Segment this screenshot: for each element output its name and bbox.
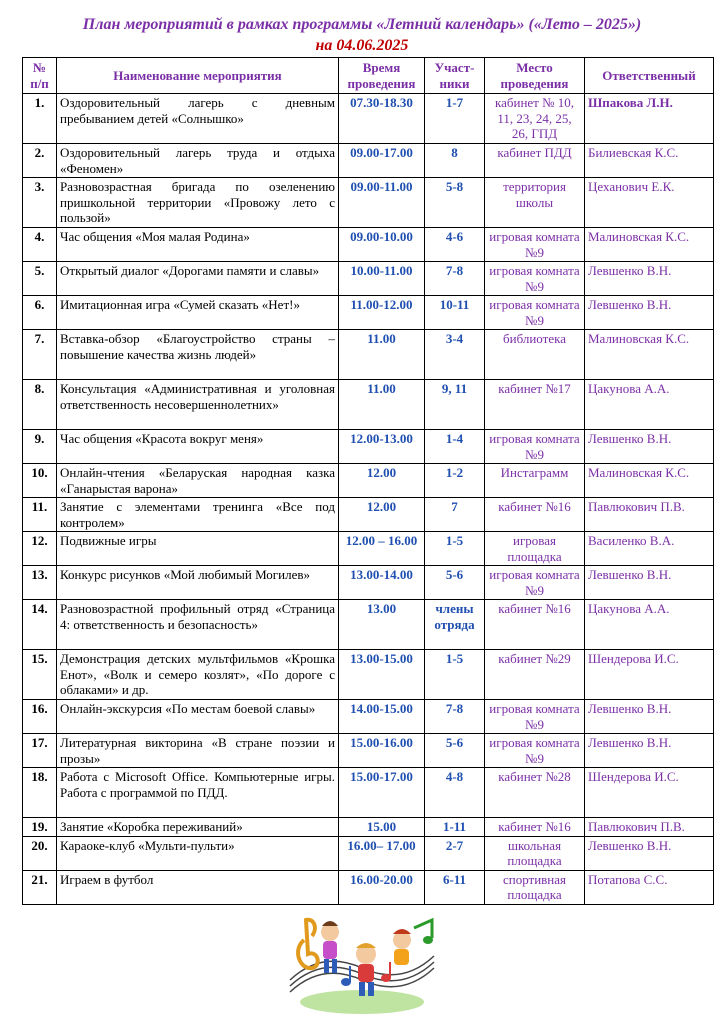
event-place: игровая комната №9 — [485, 228, 585, 262]
event-time: 13.00-15.00 — [339, 650, 425, 700]
event-name: Разновозрастной профильный отряд «Страница 4: ответственность и безопасность» — [57, 600, 339, 650]
table-row — [23, 650, 714, 700]
row-number: 14. — [23, 600, 57, 650]
row-number: 17. — [23, 734, 57, 768]
event-place: кабинет № 10, 11, 23, 24, 25, 26, ГПД — [485, 94, 585, 144]
event-responsible: Шендерова И.С. — [585, 650, 714, 700]
table-row — [23, 818, 714, 837]
event-name: Час общения «Красота вокруг меня» — [57, 430, 339, 464]
row-number: 7. — [23, 330, 57, 380]
column-header-name: Наименование мероприятия — [57, 58, 339, 94]
event-participants: 7-8 — [425, 700, 485, 734]
row-number: 3. — [23, 178, 57, 228]
event-participants: 1-2 — [425, 464, 485, 498]
event-name: Час общения «Моя малая Родина» — [57, 228, 339, 262]
event-place: игровая комната №9 — [485, 700, 585, 734]
table-row — [23, 870, 714, 904]
event-name: Занятие с элементами тренинга «Все под контролем» — [57, 498, 339, 532]
event-participants: члены отряда — [425, 600, 485, 650]
event-place: территория школы — [485, 178, 585, 228]
event-place: библиотека — [485, 330, 585, 380]
event-responsible: Левшенко В.Н. — [585, 262, 714, 296]
row-number: 10. — [23, 464, 57, 498]
event-participants: 8 — [425, 144, 485, 178]
event-name: Вставка-обзор «Благоустройство страны – повышение качества жизнь людей» — [57, 330, 339, 380]
event-responsible: Шендерова И.С. — [585, 768, 714, 818]
column-header-responsible: Ответственный — [585, 58, 714, 94]
event-place: кабинет №29 — [485, 650, 585, 700]
music-kids-icon — [282, 910, 442, 1018]
table-row — [23, 430, 714, 464]
event-time: 12.00-13.00 — [339, 430, 425, 464]
event-name: Онлайн-экскурсия «По местам боевой славы» — [57, 700, 339, 734]
table-row — [23, 94, 714, 144]
table-row — [23, 600, 714, 650]
event-time: 12.00 — [339, 498, 425, 532]
event-place: кабинет №17 — [485, 380, 585, 430]
event-place: школьная площадка — [485, 836, 585, 870]
table-row — [23, 498, 714, 532]
row-number: 11. — [23, 498, 57, 532]
event-name: Оздоровительный лагерь труда и отдыха «Феномен» — [57, 144, 339, 178]
event-participants: 10-11 — [425, 296, 485, 330]
event-place: кабинет №16 — [485, 818, 585, 837]
event-participants: 2-7 — [425, 836, 485, 870]
event-responsible: Левшенко В.Н. — [585, 430, 714, 464]
row-number: 12. — [23, 532, 57, 566]
table-row — [23, 380, 714, 430]
event-time: 11.00 — [339, 380, 425, 430]
event-participants: 4-8 — [425, 768, 485, 818]
event-time: 16.00-20.00 — [339, 870, 425, 904]
column-header-participants: Участ-ники — [425, 58, 485, 94]
event-place: кабинет ПДД — [485, 144, 585, 178]
event-participants: 6-11 — [425, 870, 485, 904]
event-name: Онлайн-чтения «Беларуская народная казка «Ганарыстая варона» — [57, 464, 339, 498]
table-row — [23, 734, 714, 768]
table-body — [23, 94, 714, 905]
table-row — [23, 296, 714, 330]
event-name: Литературная викторина «В стране поэзии и прозы» — [57, 734, 339, 768]
event-participants: 9, 11 — [425, 380, 485, 430]
event-time: 16.00– 17.00 — [339, 836, 425, 870]
event-responsible: Левшенко В.Н. — [585, 566, 714, 600]
event-place: кабинет №28 — [485, 768, 585, 818]
event-time: 09.00-10.00 — [339, 228, 425, 262]
event-time: 12.00 – 16.00 — [339, 532, 425, 566]
row-number: 6. — [23, 296, 57, 330]
column-header-place: Место проведения — [485, 58, 585, 94]
event-time: 11.00-12.00 — [339, 296, 425, 330]
event-name: Работа с Microsoft Office. Компьютерные игры. Работа с программой по ПДД. — [57, 768, 339, 818]
event-name: Играем в футбол — [57, 870, 339, 904]
table-row — [23, 566, 714, 600]
column-header-time: Время проведения — [339, 58, 425, 94]
event-responsible: Левшенко В.Н. — [585, 700, 714, 734]
table-row — [23, 836, 714, 870]
event-responsible: Левшенко В.Н. — [585, 296, 714, 330]
event-participants: 1-11 — [425, 818, 485, 837]
row-number: 2. — [23, 144, 57, 178]
table-row — [23, 330, 714, 380]
event-name: Занятие «Коробка переживаний» — [57, 818, 339, 837]
event-name: Имитационная игра «Сумей сказать «Нет!» — [57, 296, 339, 330]
event-place: спортивная площадка — [485, 870, 585, 904]
event-responsible: Потапова С.С. — [585, 870, 714, 904]
event-place: игровая площадка — [485, 532, 585, 566]
event-time: 13.00-14.00 — [339, 566, 425, 600]
event-participants: 7-8 — [425, 262, 485, 296]
row-number: 8. — [23, 380, 57, 430]
table-row — [23, 178, 714, 228]
event-place: кабинет №16 — [485, 498, 585, 532]
row-number: 5. — [23, 262, 57, 296]
event-name: Оздоровительный лагерь с дневным пребыванием детей «Солнышко» — [57, 94, 339, 144]
table-row — [23, 768, 714, 818]
row-number: 4. — [23, 228, 57, 262]
event-place: игровая комната №9 — [485, 430, 585, 464]
event-participants: 7 — [425, 498, 485, 532]
event-name: Конкурс рисунков «Мой любимый Могилев» — [57, 566, 339, 600]
table-row — [23, 228, 714, 262]
row-number: 1. — [23, 94, 57, 144]
event-name: Демонстрация детских мультфильмов «Крошка Енот», «Волк и семеро козлят», «По дороге с облаками» и др. — [57, 650, 339, 700]
event-name: Разновозрастная бригада по озеленению пришкольной территории «Провожу лето с пользой» — [57, 178, 339, 228]
column-header-num: № п/п — [23, 58, 57, 94]
event-participants: 5-6 — [425, 734, 485, 768]
event-place: игровая комната №9 — [485, 566, 585, 600]
event-responsible: Левшенко В.Н. — [585, 836, 714, 870]
event-name: Открытый диалог «Дорогами памяти и славы» — [57, 262, 339, 296]
event-time: 15.00 — [339, 818, 425, 837]
event-responsible: Малиновская К.С. — [585, 228, 714, 262]
row-number: 19. — [23, 818, 57, 837]
row-number: 9. — [23, 430, 57, 464]
page-title: План мероприятий в рамках программы «Летний календарь» («Лето – 2025») — [82, 16, 642, 33]
event-responsible: Цеханович Е.К. — [585, 178, 714, 228]
event-participants: 1-4 — [425, 430, 485, 464]
event-responsible: Билиевская К.С. — [585, 144, 714, 178]
event-responsible: Василенко В.А. — [585, 532, 714, 566]
table-row — [23, 532, 714, 566]
row-number: 18. — [23, 768, 57, 818]
event-name: Караоке-клуб «Мульти-пульти» — [57, 836, 339, 870]
event-place: Инстаграмм — [485, 464, 585, 498]
event-time: 10.00-11.00 — [339, 262, 425, 296]
event-participants: 3-4 — [425, 330, 485, 380]
event-place: игровая комната №9 — [485, 734, 585, 768]
event-responsible: Цакунова А.А. — [585, 380, 714, 430]
event-place: кабинет №16 — [485, 600, 585, 650]
event-participants: 5-8 — [425, 178, 485, 228]
event-time: 12.00 — [339, 464, 425, 498]
table-header-row — [23, 58, 714, 94]
event-responsible: Павлюкович П.В. — [585, 498, 714, 532]
event-time: 09.00-11.00 — [339, 178, 425, 228]
event-time: 15.00-16.00 — [339, 734, 425, 768]
event-responsible: Шпакова Л.Н. — [585, 94, 714, 144]
event-responsible: Малиновская К.С. — [585, 464, 714, 498]
row-number: 13. — [23, 566, 57, 600]
event-participants: 1-7 — [425, 94, 485, 144]
table-row — [23, 464, 714, 498]
row-number: 15. — [23, 650, 57, 700]
event-time: 07.30-18.30 — [339, 94, 425, 144]
event-time: 11.00 — [339, 330, 425, 380]
event-time: 13.00 — [339, 600, 425, 650]
event-place: игровая комната №9 — [485, 296, 585, 330]
event-responsible: Цакунова А.А. — [585, 600, 714, 650]
event-time: 14.00-15.00 — [339, 700, 425, 734]
events-table — [22, 57, 714, 905]
event-time: 15.00-17.00 — [339, 768, 425, 818]
event-name: Подвижные игры — [57, 532, 339, 566]
row-number: 16. — [23, 700, 57, 734]
event-responsible: Малиновская К.С. — [585, 330, 714, 380]
event-participants: 4-6 — [425, 228, 485, 262]
table-row — [23, 700, 714, 734]
event-responsible: Левшенко В.Н. — [585, 734, 714, 768]
page-date: на 04.06.2025 — [315, 37, 409, 54]
event-participants: 1-5 — [425, 532, 485, 566]
table-row — [23, 262, 714, 296]
row-number: 21. — [23, 870, 57, 904]
event-place: игровая комната №9 — [485, 262, 585, 296]
table-row — [23, 144, 714, 178]
event-participants: 1-5 — [425, 650, 485, 700]
row-number: 20. — [23, 836, 57, 870]
event-responsible: Павлюкович П.В. — [585, 818, 714, 837]
event-participants: 5-6 — [425, 566, 485, 600]
event-name: Консультация «Административная и уголовная ответственность несовершеннолетних» — [57, 380, 339, 430]
event-time: 09.00-17.00 — [339, 144, 425, 178]
